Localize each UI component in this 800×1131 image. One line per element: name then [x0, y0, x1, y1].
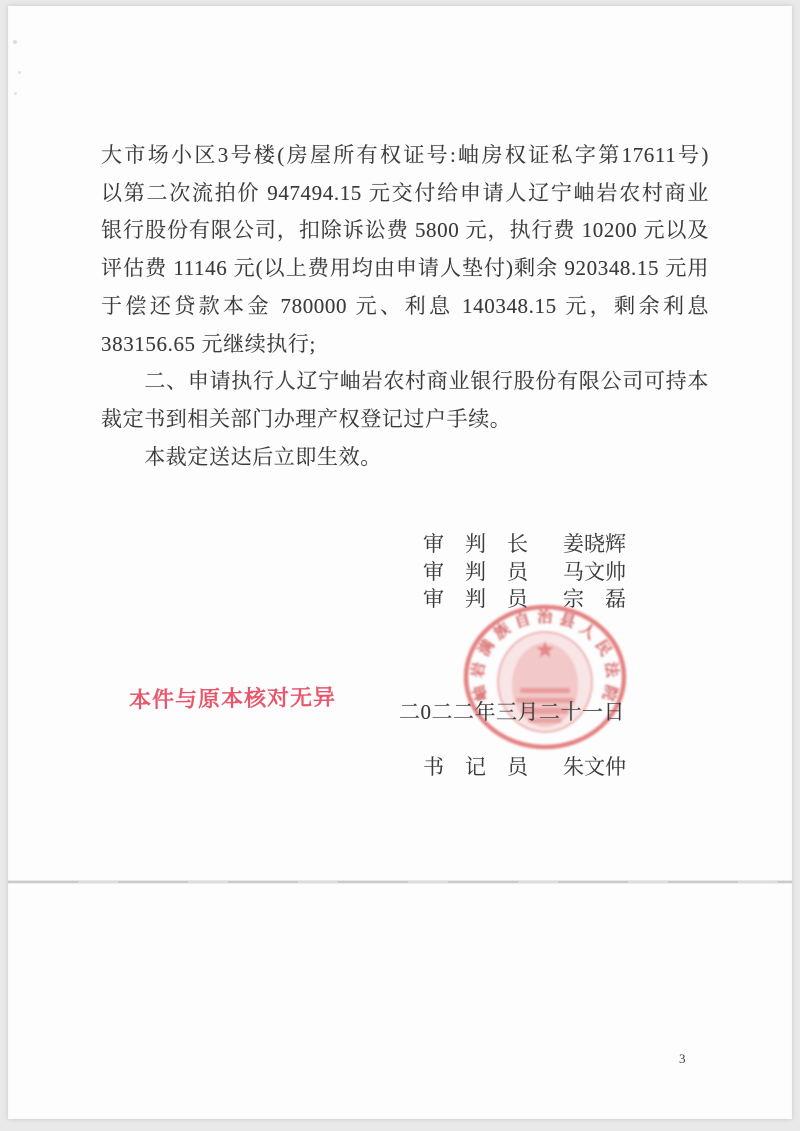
- ruling-body-text: [101, 137, 709, 476]
- ruling-date: 二0二二年三月二十一日: [399, 700, 625, 724]
- judge-name: 姜晓辉: [563, 532, 626, 556]
- body-line: 银行股份有限公司，扣除诉讼费 5800 元，执行费 10200 元以及: [101, 218, 709, 243]
- body-line: 裁定书到相关部门办理产权登记过户手续。: [101, 406, 512, 431]
- scan-noise-speck: [14, 92, 17, 95]
- body-line: 评估费 11146 元(以上费用均由申请人垫付)剩余 920348.15 元用: [101, 256, 709, 281]
- body-line: 本裁定送达后立即生效。: [101, 444, 382, 469]
- body-line: 于偿还贷款本金 780000 元、利息 140348.15 元，剩余利息: [101, 293, 709, 318]
- scan-fold-line: [8, 880, 792, 884]
- body-line: 383156.65 元继续执行;: [101, 331, 316, 356]
- clerk-signature-row: [423, 751, 626, 781]
- clerk-role-label: 书 记 员: [423, 755, 528, 779]
- judge-name: 宗 磊: [563, 587, 626, 612]
- judge-role-label: 审 判 长: [423, 532, 528, 556]
- signature-row: [423, 559, 626, 587]
- body-line: 大市场小区3号楼(房屋所有权证号:岫房权证私字第17611号): [101, 143, 709, 167]
- verification-stamp-text: 本件与原本核对无异: [128, 684, 337, 713]
- clerk-name: 朱文仲: [563, 755, 626, 779]
- signature-row: [423, 531, 626, 559]
- scan-noise-speck: [18, 71, 21, 74]
- judge-role-label: 审 判 员: [423, 587, 528, 612]
- page-number: 3: [679, 1051, 686, 1066]
- body-line: 以第二次流拍价 947494.15 元交付给申请人辽宁岫岩农村商业: [101, 180, 709, 205]
- seal-text: 岫岩满族自治县人民法院: [469, 609, 621, 703]
- court-seal-stamp: [450, 590, 640, 766]
- judge-name: 马文帅: [563, 559, 626, 584]
- judge-role-label: 审 判 员: [423, 559, 528, 584]
- body-line: 二、申请执行人辽宁岫岩农村商业银行股份有限公司可持本: [101, 369, 709, 394]
- scan-noise-speck: [13, 40, 17, 44]
